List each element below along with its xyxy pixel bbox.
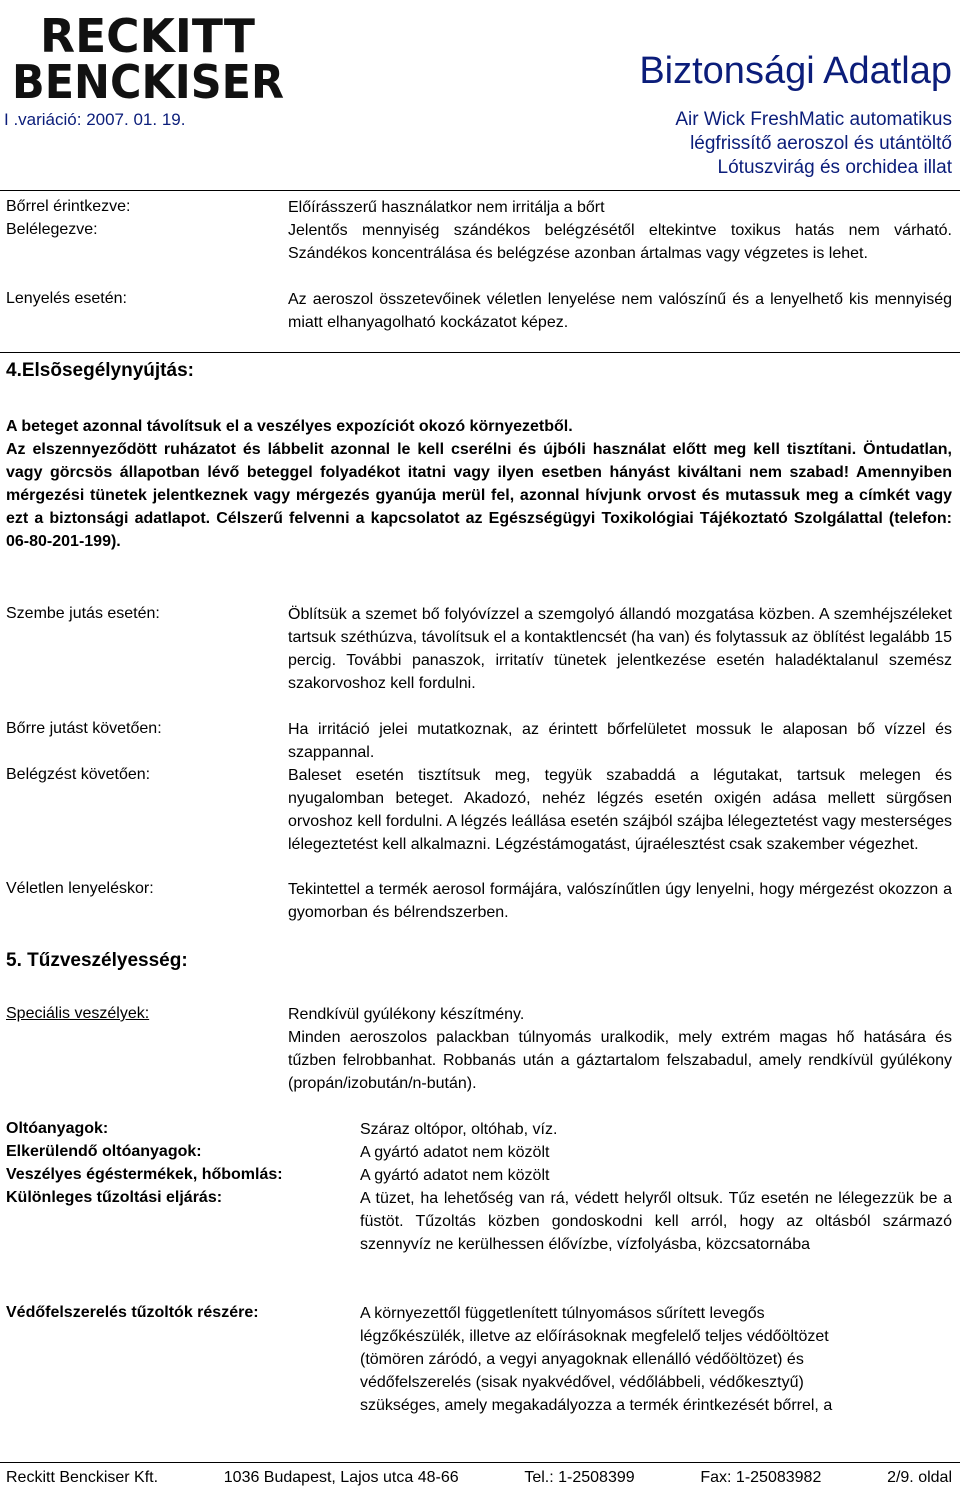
inhalation-aid-text: Baleset esetén tisztítsuk meg, tegyük szabaddá a légutakat, tartsuk melegen és nyugalomban beteget. Akadozó, nehéz légzés esetén oxigén adása mellett sürgősen orvoshoz kell fordulni. A légzés leállása esetén szájból szájba lélegeztetést vagy mesterséges lélegeztetést kell alkalmazni. Légzéstámogatást, újraélesztést csak szakember végezhet. xyxy=(288,767,952,853)
special-hazards-line-1: Rendkívül gyúlékony készítmény. xyxy=(288,1006,525,1023)
logo-line-2: BENCKISER xyxy=(12,55,284,106)
footer-phone: Tel.: 1-2508399 xyxy=(524,1469,635,1486)
protective-equipment-line: (tömören záródó, a vegyi anyagoknak ellenálló védőöltözet) és xyxy=(360,1351,804,1368)
skin-contact-label: Bőrrel érintkezve: xyxy=(6,198,131,215)
version-date: I .variáció: 2007. 01. 19. xyxy=(4,110,186,129)
first-aid-heading: 4.Elsõsegélynyújtás: xyxy=(6,360,194,381)
product-line-3: Lótuszvirág és orchidea illat xyxy=(717,157,952,178)
skin-exposure-text: Ha irritáció jelei mutatkoznak, az érintett bőrfelületet mossuk le alaposan bő vízzel és szappannal. xyxy=(288,721,952,761)
product-line-1: Air Wick FreshMatic automatikus xyxy=(675,109,952,130)
ingestion-label: Lenyelés esetén: xyxy=(6,290,127,307)
unsuitable-media-label: Elkerülendő oltóanyagok: xyxy=(6,1143,202,1160)
protective-equipment-text xyxy=(360,1302,952,1417)
extinguishing-media-text: Száraz oltópor, oltóhab, víz. xyxy=(360,1121,558,1138)
footer-fax: Fax: 1-25083982 xyxy=(700,1469,822,1486)
inhalation-label: Belélegezve: xyxy=(6,221,98,238)
extinguishing-media-label: Oltóanyagok: xyxy=(6,1120,109,1137)
document-title: Biztonsági Adatlap xyxy=(639,50,952,92)
product-line-2: légfrissítő aeroszol és utántöltő xyxy=(690,133,952,154)
logo-line-1: RECKITT xyxy=(40,9,256,63)
inhalation-text: Jelentős mennyiség szándékos belégzésétől eltekintve toxikus hatás nem várható. Szándékos koncentrálása és belégzése azonban ártalmas vagy végzetes is lehet. xyxy=(288,222,952,262)
skin-contact-text: Előírásszerű használatkor nem irritálja a bőrt xyxy=(288,199,605,216)
protective-equipment-line: légzőkészülék, illetve az előírásoknak megfelelő teljes védőöltözet xyxy=(360,1328,829,1345)
page-number: 2/9. oldal xyxy=(887,1469,952,1486)
company-logo xyxy=(8,6,290,106)
page-footer xyxy=(6,1469,952,1487)
footer-divider xyxy=(0,1462,960,1463)
eye-contact-label: Szembe jutás esetén: xyxy=(6,605,160,622)
ingestion-aid-text: Tekintettel a termék aerosol formájára, valószínűtlen úgy lenyelni, hogy mérgezést okozzon a gyomorban és bélrendszerben. xyxy=(288,881,952,921)
combustion-products-label: Veszélyes égéstermékek, hőbomlás: xyxy=(6,1166,283,1183)
firefighting-procedure-text: A tüzet, ha lehetőség van rá, védett helyről oltsuk. Tűz esetén ne lélegezzük be a füstöt. Tűzoltás közben gondoskodni kell arról, hogy az oltásból származó szennyvíz ne kerülhessen élővízbe, vízfolyásba, közcsatornába xyxy=(360,1190,952,1253)
protective-equipment-line: szükséges, amely megakadályozza a termék érintkezését bőrrel, a xyxy=(360,1397,833,1414)
protective-equipment-line: A környezettől függetlenített túlnyomásos sűrített levegős xyxy=(360,1305,765,1322)
footer-company: Reckitt Benckiser Kft. xyxy=(6,1469,159,1486)
eye-contact-text: Öblítsük a szemet bő folyóvízzel a szemgolyó állandó mozgatása közben. A szemhéjszéleket tartsuk széthúzva, távolítsuk el a kontaktlencsét (ha van) és folytassuk az öblítést legalább 15 percig. További panaszok, irritatív tünetek jelentkezése esetén haladéktalanul szemész szakorvoshoz kell fordulni. xyxy=(288,606,952,692)
special-hazards-text: Minden aeroszolos palackban túlnyomás uralkodik, mely extrém magas hő hatására és tűzben felrobbanhat. Robbanás után a gáztartalom felszabadul, amely rendkívül gyúlékony (propán/izobután/n-bután). xyxy=(288,1029,952,1092)
special-hazards-label: Speciális veszélyek: xyxy=(6,1005,150,1022)
firefighting-procedure-label: Különleges tűzoltási eljárás: xyxy=(6,1189,223,1206)
first-aid-instructions: Az elszennyeződött ruházatot és lábbelit azonnal le kell cserélni és újbóli használat előtt meg kell tisztítani. Öntudatlan, vagy görcsös állapotban lévő beteggel folyadékot itatni vagy ilyen esetben hányást kiváltani nem szabad! Amennyiben mérgezési tünetek jelentkeznek vagy mérgezés gyanúja merül fel, azonnal hívjunk orvost és mutassuk meg a címkét vagy ezt a biztonsági adatlapot. Célszerű felvenni a kapcsolatot az Egészségügyi Toxikológiai Tájékoztató Szolgálattal (telefon: 06-80-201-199). xyxy=(6,441,952,550)
protective-equipment-label: Védőfelszerelés tűzoltók részére: xyxy=(6,1304,259,1321)
product-name xyxy=(675,108,952,180)
inhalation-aid-label: Belégzést követően: xyxy=(6,766,151,783)
combustion-products-text: A gyártó adatot nem közölt xyxy=(360,1167,550,1184)
fire-hazard-heading: 5. Tűzveszélyesség: xyxy=(6,950,188,971)
header-divider xyxy=(0,190,960,191)
first-aid-intro: A beteget azonnal távolítsuk el a veszélyes expozíciót okozó környezetből. xyxy=(6,418,573,435)
footer-address: 1036 Budapest, Lajos utca 48-66 xyxy=(223,1469,459,1486)
protective-equipment-line: védőfelszerelés (sisak nyakvédővel, védőlábbeli, védőkesztyű) xyxy=(360,1374,804,1391)
skin-exposure-label: Bőrre jutást követően: xyxy=(6,720,162,737)
ingestion-text: Az aeroszol összetevőinek véletlen lenyelése nem valószínű és a lenyelhető kis mennyiség miatt elhanyagolható kockázatot képez. xyxy=(288,291,952,331)
ingestion-aid-label: Véletlen lenyeléskor: xyxy=(6,880,154,897)
section-divider xyxy=(0,352,960,353)
unsuitable-media-text: A gyártó adatot nem közölt xyxy=(360,1144,550,1161)
